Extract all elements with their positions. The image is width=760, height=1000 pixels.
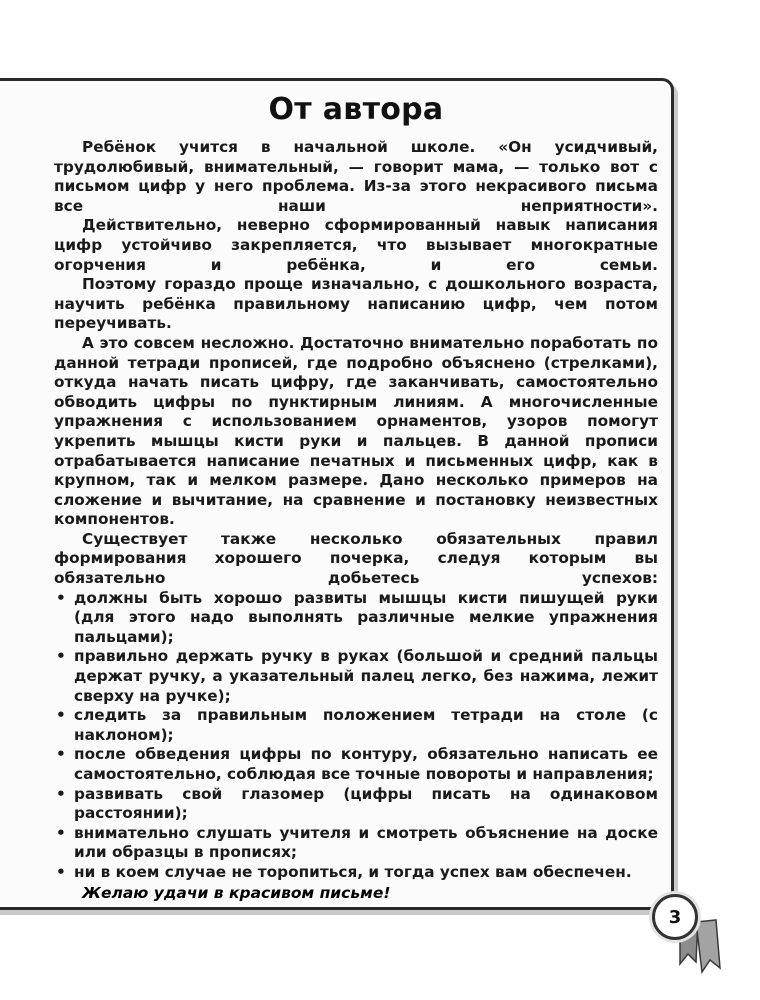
list-item: [54, 745, 658, 784]
list-item-text: внимательно слушать учителя и смотреть объяснение на доске или образцы в прописях;: [74, 823, 658, 862]
page-number-badge: 3: [652, 894, 698, 940]
list-item-text: после обведения цифры по контуру, обязательно написать ее самостоятельно, соблюдая все точные повороты и направления;: [74, 745, 658, 783]
list-item: [54, 706, 658, 745]
list-item: [54, 589, 658, 648]
list-item: [54, 647, 658, 706]
bullet-icon: •: [56, 745, 66, 764]
list-item-text: следить за правильным положением тетради на столе (с наклоном);: [74, 706, 658, 744]
paragraph-5: Существует также несколько обязательных правил формирования хорошего почерка, следуя которым вы обязательно добьетесь успехов:: [54, 529, 658, 588]
paragraph-2: Действительно, неверно сформированный навык написания цифр устойчиво закрепляется, что вызывает многократные огорчения и ребёнка, и его семьи.: [54, 216, 658, 274]
bullet-icon: •: [56, 706, 66, 725]
rules-list: [54, 589, 658, 883]
bullet-icon: •: [56, 647, 66, 666]
list-item: [54, 863, 658, 883]
page-content: [54, 92, 658, 903]
list-item: [54, 824, 658, 863]
bullet-icon: •: [56, 784, 66, 803]
bullet-icon: •: [56, 588, 66, 607]
page-title: От автора: [268, 92, 444, 127]
paragraph-4: А это совсем несложно. Достаточно внимательно поработать по данной тетради прописей, где подробно объяснено (стрелками), откуда начать писать цифру, где заканчивать, самостоятельно обводить цифры по пунктирным линиям. А многочисленные упражнения с использованием орнаментов, узоров помогут укрепить мышцы кисти руки и пальцев. В данной прописи отрабатывается написание печатных и письменных цифр, как в крупном, так и мелком размере. Дано несколько примеров на сложение и вычитание, на сравнение и постановку неизвестных компонентов.: [54, 333, 658, 529]
list-item-text: ни в коем случае не торопиться, и тогда успех вам обеспечен.: [74, 862, 632, 881]
closing-wish: Желаю удачи в красивом письме!: [82, 883, 391, 902]
list-item-text: правильно держать ручку в руках (большой и средний пальцы держат ручку, а указательный палец легко, без нажима, лежит сверху на ручке);: [74, 647, 658, 705]
list-item: [54, 785, 658, 824]
list-item-text: должны быть хорошо развиты мышцы кисти пишущей руки (для этого надо выполнять различные мелкие упражнения пальцами);: [74, 588, 658, 646]
bullet-icon: •: [56, 823, 66, 842]
list-item-text: развивать свой глазомер (цифры писать на одинаковом расстоянии);: [74, 784, 658, 823]
paragraph-3: Поэтому гораздо проще изначально, с дошкольного возраста, научить ребёнка правильному написанию цифр, чем потом переучивать.: [54, 275, 658, 333]
bullet-icon: •: [56, 862, 66, 881]
paragraph-1: Ребёнок учится в начальной школе. «Он усидчивый, трудолюбивый, внимательный, — говорит мама, — только вот с письмом цифр у него проблема. Из-за этого некрасивого письма все наши неприятности».: [54, 138, 658, 215]
